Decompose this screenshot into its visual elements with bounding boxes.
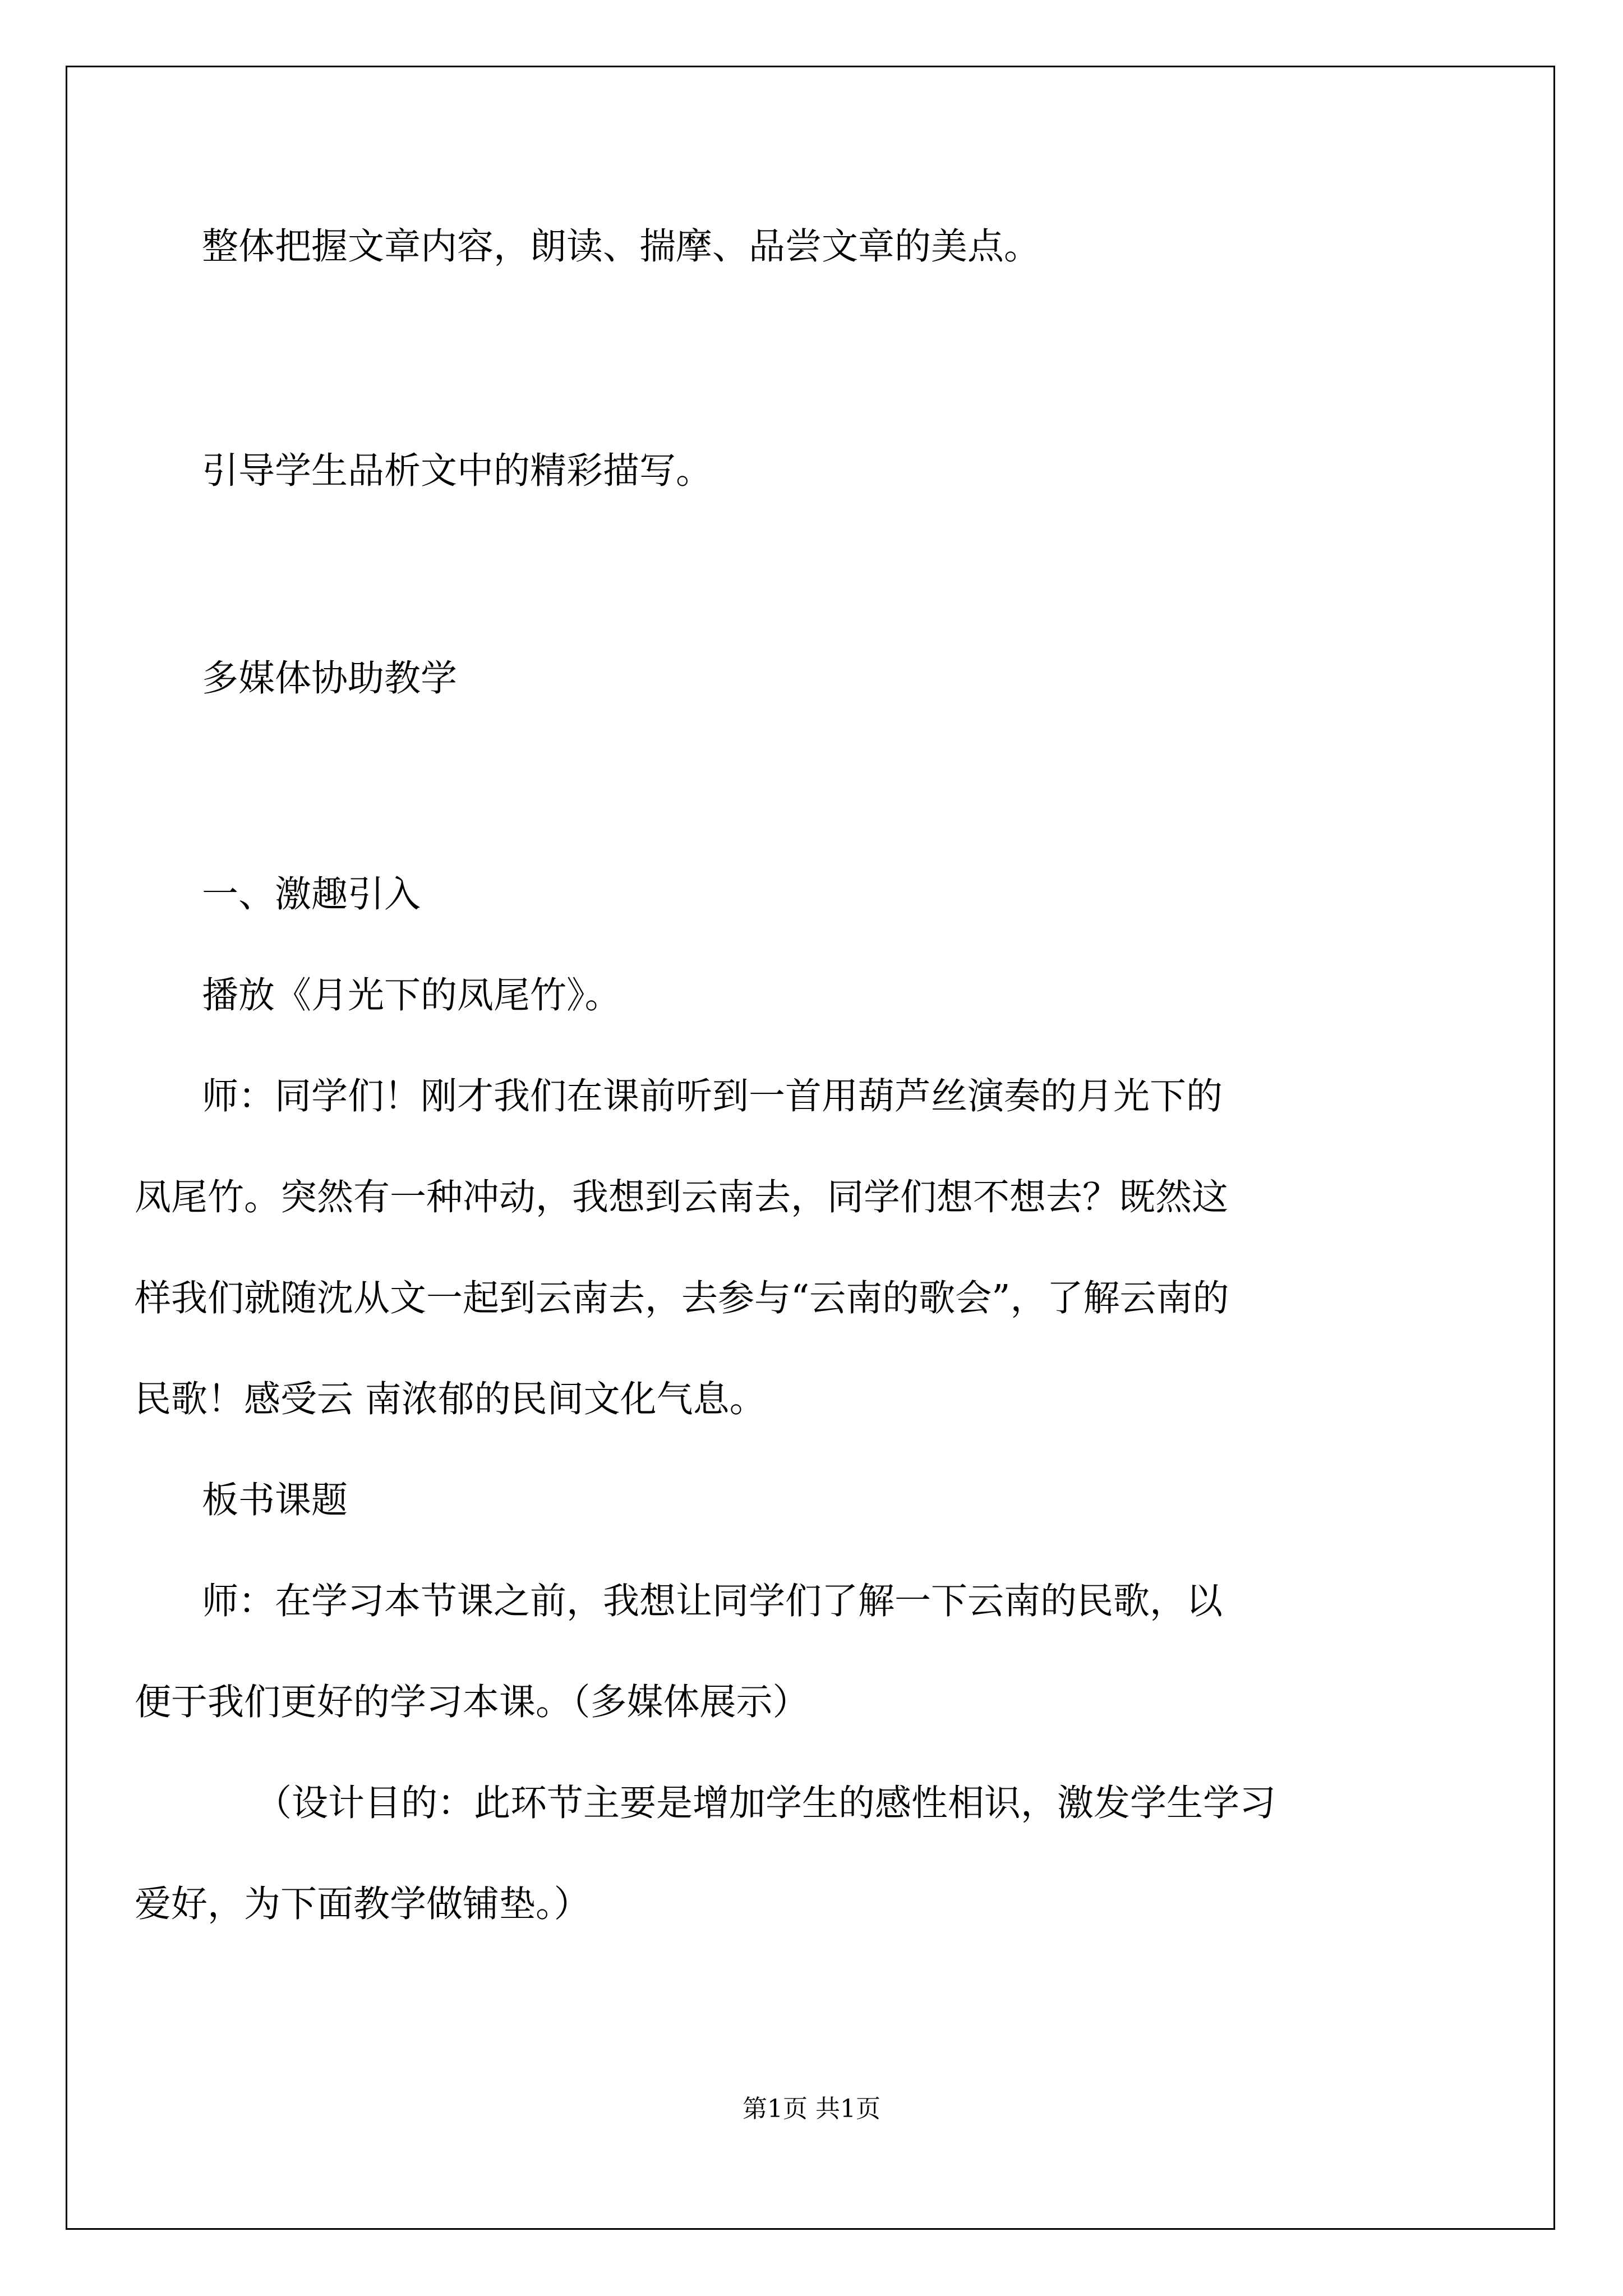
paragraph-guide-goal: 引导学生品析文中的精彩描写。	[202, 450, 713, 492]
paragraph-teacher-line-3: 样我们就随沈从文一起到云南去，去参与“云南的歌会”，了解云南的	[135, 1277, 1229, 1319]
section-heading-intro: 一、激趣引入	[202, 873, 421, 915]
paragraph-play-music: 播放《月光下的凤尾竹》。	[202, 974, 621, 1016]
paragraph-design-note-2: 爱好，为下面教学做铺垫。）	[135, 1883, 591, 1925]
paragraph-teacher-line-1: 师：同学们！刚才我们在课前听到一首用葫芦丝演奏的月光下的	[202, 1075, 1223, 1117]
paragraph-teacher-line-5: 师：在学习本节课之前，我想让同学们了解一下云南的民歌，以	[202, 1580, 1223, 1622]
page-number-footer: 第1页 共1页	[743, 2095, 880, 2123]
paragraph-teacher-line-4: 民歌！感受云 南浓郁的民间文化气息。	[135, 1378, 766, 1420]
paragraph-teacher-line-6: 便于我们更好的学习本课。（多媒体展示）	[135, 1681, 809, 1723]
paragraph-board-title: 板书课题	[202, 1479, 348, 1521]
paragraph-reading-goal: 整体把握文章内容，朗读、揣摩、品尝文章的美点。	[202, 226, 1041, 268]
paragraph-design-note-1: （设计目的：此环节主要是增加学生的感性相识，激发学生学习	[255, 1782, 1276, 1824]
paragraph-teacher-line-2: 凤尾竹。突然有一种冲动，我想到云南去，同学们想不想去？既然这	[135, 1176, 1229, 1218]
paragraph-media-aid: 多媒体协助教学	[202, 657, 458, 700]
